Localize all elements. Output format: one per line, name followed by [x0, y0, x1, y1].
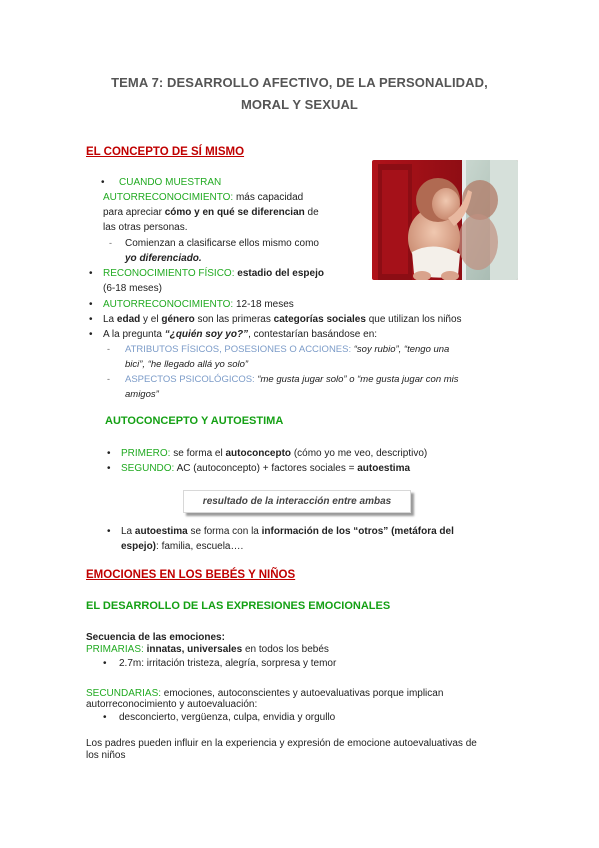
sub-bullet-marker: -	[107, 374, 110, 384]
italic-fragment: “me gusta jugar solo” o “me gusta jugar con mis	[254, 374, 459, 385]
bullet-edad-genero	[103, 312, 462, 327]
text-fragment: de	[304, 207, 319, 218]
final-paragraph-line-2: los niños	[86, 750, 126, 761]
label-segundo: SEGUNDO:	[121, 463, 175, 474]
sub-bullet-aspectos-line-1	[125, 372, 459, 387]
sub-bullet-marker: -	[107, 344, 110, 354]
document-title-line-1: TEMA 7: DESARROLLO AFECTIVO, DE LA PERSONALIDAD,	[111, 75, 488, 90]
bold-fragment: espejo)	[121, 541, 157, 552]
bold-fragment: (metáfora del	[388, 526, 454, 537]
sub-bullet-marker: -	[109, 238, 112, 248]
text-fragment: emociones, autoconscientes y autoevaluativas porque implican	[161, 688, 444, 699]
primarias-line	[86, 642, 329, 657]
italic-fragment: “soy rubio”, “tengo una	[351, 344, 450, 355]
bullet-autorreconocimiento-line-2	[103, 205, 319, 220]
section-heading-emociones: EMOCIONES EN LOS BEBÉS Y NIÑOS	[86, 569, 296, 581]
bullet-autoestima-line-2	[121, 539, 243, 554]
section-heading-autoconcepto: AUTOCONCEPTO Y AUTOESTIMA	[105, 415, 284, 427]
bullet-autorreconocimiento-edad	[103, 297, 294, 312]
bold-fragment: autoestima	[134, 526, 188, 537]
bullet-primarias-emociones: 2.7m: irritación tristeza, alegría, sorpresa y temor	[119, 658, 337, 669]
label-secundarias: SECUNDARIAS:	[86, 688, 162, 699]
callout-resultado-interaccion: resultado de la interacción entre ambas	[183, 490, 411, 513]
sub-bullet-clasificarse-line-2: yo diferenciado.	[125, 253, 202, 264]
bold-fragment: innatas, universales	[143, 644, 243, 655]
bullet-marker: •	[89, 299, 93, 310]
sub-bullet-clasificarse-line-1: Comienzan a clasificarse ellos mismo como	[125, 238, 319, 249]
text-fragment: se forma el	[170, 448, 226, 459]
text-fragment: 12-18 meses	[233, 299, 294, 310]
document-title-line-2: MORAL Y SEXUAL	[241, 97, 358, 112]
bold-italic-fragment: “¿quién soy yo?”	[164, 329, 249, 340]
label-autorreconocimiento: AUTORRECONOCIMIENTO:	[103, 192, 234, 203]
bullet-marker: •	[107, 448, 111, 459]
bullet-segundo	[121, 461, 410, 476]
label-aspectos-psicologicos: ASPECTOS PSICOLÓGICOS:	[125, 374, 255, 385]
bold-fragment: cómo y en qué se diferencian	[164, 207, 305, 218]
bullet-quien-soy-yo	[103, 327, 377, 342]
label-cuando-muestran: CUANDO MUESTRAN	[119, 177, 222, 188]
bold-fragment: estadio del espejo	[234, 268, 324, 279]
bold-fragment: autoestima	[357, 463, 411, 474]
bold-fragment: autoconcepto	[225, 448, 292, 459]
label-reconocimiento-fisico: RECONOCIMIENTO FÍSICO:	[103, 268, 235, 279]
bullet-autorreconocimiento-line-3: las otras personas.	[103, 222, 188, 233]
bullet-autoestima-line-1	[121, 524, 454, 539]
secuencia-title: Secuencia de las emociones:	[86, 632, 225, 643]
bullet-marker: •	[89, 329, 93, 340]
bullet-reconocimiento-fisico-line-2: (6-18 meses)	[103, 283, 162, 294]
final-paragraph-line-1: Los padres pueden influir en la experiencia y expresión de emocione autoevaluativas de	[86, 738, 477, 749]
bullet-marker: •	[103, 658, 107, 669]
text-fragment: (cómo yo me veo, descriptivo)	[291, 448, 428, 459]
sub-bullet-atributos-line-2: bici”, “he llegado allá yo solo”	[125, 359, 249, 370]
text-fragment: La	[121, 526, 135, 537]
bold-fragment: información de los “otros”	[261, 526, 389, 537]
sub-bullet-aspectos-line-2: amigos”	[125, 389, 159, 400]
text-fragment: , contestarían basándose en:	[248, 329, 378, 340]
bullet-secundarias-emociones: desconcierto, vergüenza, culpa, envidia y orgullo	[119, 712, 336, 723]
label-autorreconocimiento-edad: AUTORRECONOCIMIENTO:	[103, 299, 234, 310]
secundarias-line-2: autorreconocimiento y autoevaluación:	[86, 699, 258, 710]
text-fragment: en todos los bebés	[242, 644, 329, 655]
label-primarias: PRIMARIAS:	[86, 644, 144, 655]
bullet-marker: •	[89, 314, 93, 325]
text-fragment: A la pregunta	[103, 329, 165, 340]
bullet-primero	[121, 446, 427, 461]
text-fragment: para apreciar	[103, 207, 165, 218]
text-fragment: y el	[140, 314, 162, 325]
bold-fragment: edad	[116, 314, 141, 325]
text-fragment: : familia, escuela….	[156, 541, 244, 552]
text-fragment: más capacidad	[233, 192, 304, 203]
text-fragment: se forma con la	[187, 526, 262, 537]
text-fragment: que utilizan los niños	[365, 314, 462, 325]
label-primero: PRIMERO:	[121, 448, 171, 459]
text-fragment: son las primeras	[194, 314, 274, 325]
label-atributos-fisicos: ATRIBUTOS FÍSICOS, POSESIONES O ACCIONES:	[125, 344, 352, 355]
bold-fragment: categorías sociales	[273, 314, 366, 325]
section-heading-concepto: EL CONCEPTO DE SÍ MISMO	[86, 146, 245, 158]
bullet-reconocimiento-fisico	[103, 266, 324, 281]
bullet-marker: •	[101, 177, 105, 188]
subheading-expresiones-emocionales: EL DESARROLLO DE LAS EXPRESIONES EMOCIONALES	[86, 600, 391, 612]
bullet-autorreconocimiento-line-1	[103, 190, 303, 205]
bullet-marker: •	[107, 526, 111, 537]
baby-mirror-photo	[372, 160, 518, 280]
sub-bullet-atributos-line-1	[125, 342, 449, 357]
bullet-marker: •	[107, 463, 111, 474]
bold-fragment: género	[161, 314, 195, 325]
bullet-marker: •	[89, 268, 93, 279]
bullet-marker: •	[103, 712, 107, 723]
text-fragment: La	[103, 314, 117, 325]
text-fragment: AC (autoconcepto) + factores sociales =	[174, 463, 358, 474]
